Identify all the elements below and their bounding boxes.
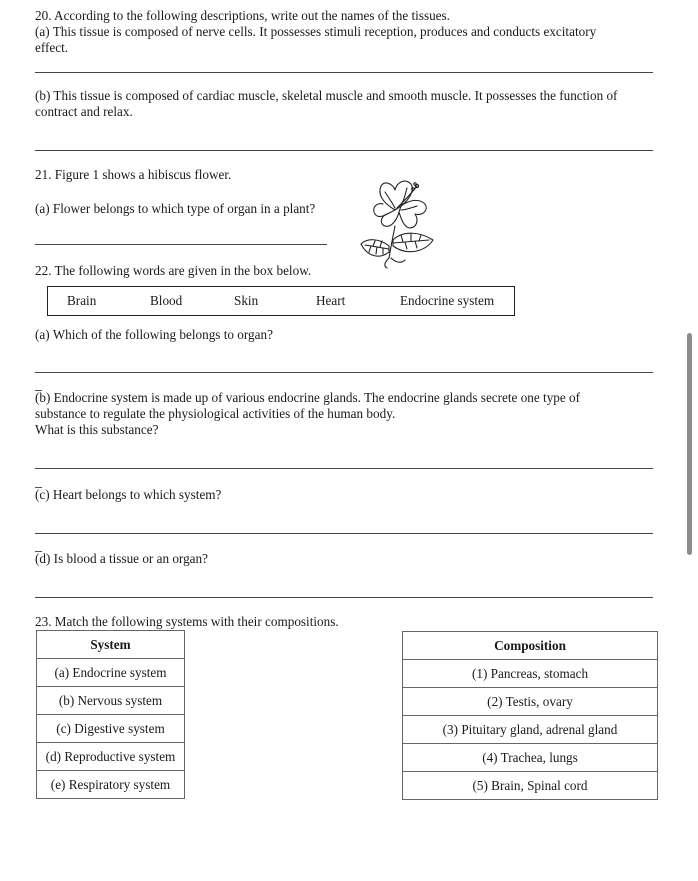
q21-title: 21. Figure 1 shows a hibiscus flower. bbox=[35, 167, 232, 182]
q22-a-answer-line[interactable] bbox=[35, 372, 653, 373]
hibiscus-flower-drawing-icon bbox=[355, 174, 445, 270]
q22-title: 22. The following words are given in the box below. bbox=[35, 263, 312, 278]
q21-a-answer-line[interactable] bbox=[35, 244, 327, 245]
q20-title: 20. According to the following descriptions, write out the names of the tissues. bbox=[35, 8, 450, 23]
word-box bbox=[47, 286, 515, 316]
q22-c-answer-line[interactable] bbox=[35, 533, 653, 534]
composition-row: (5) Brain, Spinal cord bbox=[403, 772, 658, 800]
q20-b-answer-line[interactable] bbox=[35, 150, 653, 151]
word-skin: Skin bbox=[234, 293, 259, 308]
q22-c-text: (c) Heart belongs to which system? bbox=[35, 487, 222, 502]
word-brain: Brain bbox=[67, 293, 97, 308]
q20-a-text-line2: effect. bbox=[35, 40, 69, 55]
q23-title: 23. Match the following systems with their compositions. bbox=[35, 614, 339, 629]
q20-b-text-line1: (b) This tissue is composed of cardiac muscle, skeletal muscle and smooth muscle. It possesses the function of bbox=[35, 88, 618, 103]
q20-a-answer-line[interactable] bbox=[35, 72, 653, 73]
composition-header: Composition bbox=[403, 632, 658, 660]
q22-b-answer-line[interactable] bbox=[35, 468, 653, 469]
system-row: (e) Respiratory system bbox=[37, 771, 185, 799]
word-heart: Heart bbox=[316, 293, 346, 308]
composition-row: (3) Pituitary gland, adrenal gland bbox=[403, 716, 658, 744]
system-row: (a) Endocrine system bbox=[37, 659, 185, 687]
q20-b-text-line2: contract and relax. bbox=[35, 104, 133, 119]
composition-row: (2) Testis, ovary bbox=[403, 688, 658, 716]
q22-d-answer-line[interactable] bbox=[35, 597, 653, 598]
q22-b-text-line2: substance to regulate the physiological activities of the human body. bbox=[35, 406, 396, 421]
system-header: System bbox=[37, 631, 185, 659]
word-endocrine-system: Endocrine system bbox=[400, 293, 495, 308]
system-row: (d) Reproductive system bbox=[37, 743, 185, 771]
word-blood: Blood bbox=[150, 293, 183, 308]
composition-row: (4) Trachea, lungs bbox=[403, 744, 658, 772]
composition-table bbox=[402, 631, 658, 800]
system-table bbox=[36, 630, 185, 799]
q21-a-text: (a) Flower belongs to which type of organ in a plant? bbox=[35, 201, 316, 216]
q22-b-text-line1: (b) Endocrine system is made up of various endocrine glands. The endocrine glands secrete one type of bbox=[35, 390, 581, 405]
q22-a-text: (a) Which of the following belongs to organ? bbox=[35, 327, 273, 342]
system-row: (c) Digestive system bbox=[37, 715, 185, 743]
q22-d-text: (d) Is blood a tissue or an organ? bbox=[35, 551, 208, 566]
system-row: (b) Nervous system bbox=[37, 687, 185, 715]
q22-b-text-line3: What is this substance? bbox=[35, 422, 159, 437]
scrollbar-thumb[interactable] bbox=[687, 333, 692, 555]
composition-row: (1) Pancreas, stomach bbox=[403, 660, 658, 688]
q20-a-text-line1: (a) This tissue is composed of nerve cells. It possesses stimuli reception, produces and conducts excitatory bbox=[35, 24, 597, 39]
